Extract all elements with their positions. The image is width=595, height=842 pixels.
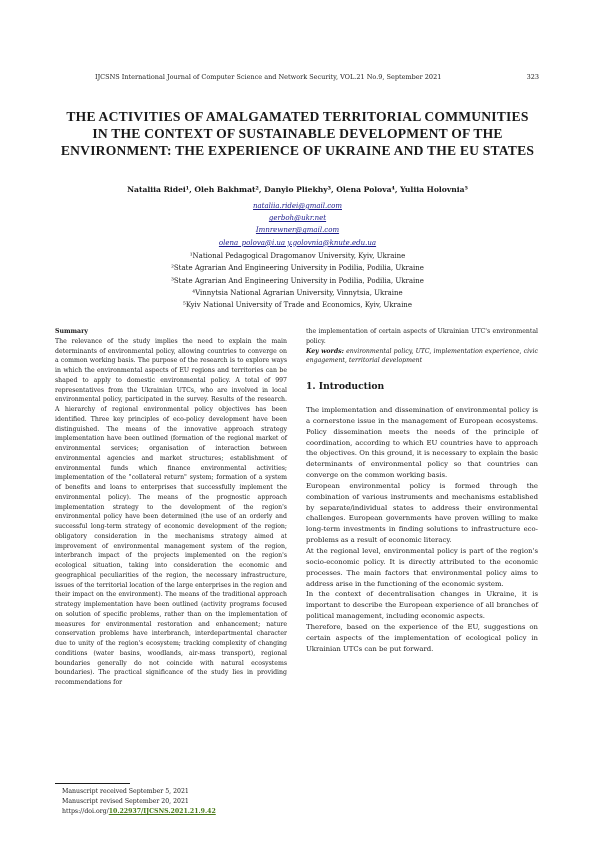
summary-text: The relevance of the study implies the need to explain the main determinants of environmental policy, allowing countries to converge on a common working basis. The purpose of the research is to explore ways in which the environmental aspects of EU regions and territories can be shaped to apply to domestic environmental policy. A total of 997 representatives from the Ukrainian UTCs, who are involved in local environmental policy, participated in the survey. Results of the research. A hierarchy of regional environmental policy objectives has been identified. Three key principles of eco-policy development have been distinguished. The means of the innovative approach strategy implementation have been outlined (formation of the regional market of environmental services; organisation of interaction between environmental agencies and market structures; establishment of environmental funds which finance environmental activities; implementation of the "collateral return" system; formation of a system of benefits and loans to enterprises that successfully implement the environmental policy). The means of the prognostic approach implementation strategy to the development of the region's environmental policy have been determined (the use of an orderly and successful long-term strategy of economic development of the region; obligatory consideration in the mechanisms strategy aimed at improvement of environmental management system of the region, interbranch impact of the projects implemented on the region's ecological situation, taking into consideration the economic and geographical peculiarities of the region, the necessary infrastructure, issues of the territorial location of the large enterprises in the region and their impact on the environment). The means of the traditional approach strategy implementation have been outlined (activity programs focused on solution of specific problems, rather than on the implementation of measures for environmental restoration and enhancement; nature conservation problems have interbranch, interdepartmental character due to unity of the region's ecosystem; tracking complexity of changing conditions (water basins, woodlands, air-mass transport), regional boundaries generally do not coincide with natural ecosystems boundaries). The practical significance of the study lies in providing recommendations for	[55, 337, 287, 686]
keywords	[306, 347, 538, 367]
doi-prefix: https://doi.org/	[62, 808, 109, 816]
email-link[interactable]: gerboh@ukr.net	[268, 214, 327, 223]
author-list: Nataliia Ridei¹, Oleh Bakhmat², Danylo Pliekhy³, Olena Polova⁴, Yuliia Holovnia⁵	[127, 185, 468, 194]
revised-date: Manuscript revised September 20, 2021	[62, 798, 189, 806]
paper-title: THE ACTIVITIES OF AMALGAMATED TERRITORIAL COMMUNITIES IN THE CONTEXT OF SUSTAINABLE DEVELOPMENT OF THE ENVIRONMENT: THE EXPERIENCE OF UKRAINE AND THE EU STATES	[60, 109, 535, 158]
keywords-label: Key words:	[306, 347, 344, 355]
right-column	[306, 327, 538, 654]
intro-paragraph: The implementation and dissemination of environmental policy is a cornerstone issue in the management of European ecosystems. Policy dissemination meets the needs of the principle of coordination, according to which EU countries have to approach the objectives. On this ground, it is necessary to explain the basic determinants of environmental policy so that countries can converge on the common working basis.	[306, 406, 538, 480]
intro-paragraph: In the context of decentralisation changes in Ukraine, it is important to describe the European experience of all branches of political management, including economic aspects.	[306, 590, 538, 621]
summary-heading: Summary	[55, 328, 88, 335]
page-number: 323	[526, 73, 539, 81]
summary-continued: the implementation of certain aspects of Ukrainian UTC's environmental policy.	[306, 328, 538, 345]
journal-header: IJCSNS International Journal of Computer Science and Network Security, VOL.21 No.9, September 2021	[95, 73, 442, 81]
email-link[interactable]: nataliia.ridei@gmail.com	[253, 202, 342, 210]
doi-link[interactable]: 10.22937/IJCSNS.2021.21.9.42	[108, 808, 216, 816]
affiliation-list	[60, 250, 535, 311]
left-column	[55, 327, 287, 688]
email-link[interactable]: Imnrewner@gmail.com	[255, 226, 340, 235]
manuscript-footer	[62, 787, 216, 818]
intro-paragraph: At the regional level, environmental policy is part of the region's socio-economic policy. It is directly attributed to the economic processes. The main factors that environmental policy aims to address arise in the functioning of the economic system.	[306, 546, 538, 588]
affiliation: ⁵Kyiv National University of Trade and Economics, Kyiv, Ukraine	[183, 301, 412, 310]
intro-paragraph: European environmental policy is formed through the combination of various instruments and mechanisms established by separate/individual states to address their environmental challenges. European governments have proven willing to make long-term investments in finding solutions to infrastructure eco-problems as a result of economic literacy.	[306, 481, 538, 545]
email-list	[60, 200, 535, 249]
affiliation: ²State Agrarian And Engineering University in Podilia, Podilia, Ukraine	[171, 264, 424, 273]
affiliation: ¹National Pedagogical Dragomanov University, Kyiv, Ukraine	[189, 252, 406, 260]
received-date: Manuscript received September 5, 2021	[62, 788, 189, 795]
footnote-divider	[55, 783, 130, 784]
affiliation: ⁴Vinnytsia National Agrarian University, Vinnytsia, Ukraine	[192, 288, 403, 297]
keywords-text: environmental policy, UTC, implementation experience, civic engagement, territorial development	[306, 347, 538, 365]
introduction-heading: 1. Introduction	[306, 381, 385, 392]
email-link[interactable]: olena_polova@i.ua y.golovnia@knute.edu.ua	[218, 238, 377, 247]
intro-paragraph: Therefore, based on the experience of the EU, suggestions on certain aspects of the implementation of ecological policy in Ukrainian UTCs can be put forward.	[306, 622, 538, 653]
running-header	[0, 73, 595, 85]
affiliation: ³State Agrarian And Engineering University in Podilia, Podilia, Ukraine	[171, 276, 424, 285]
doi-line	[62, 807, 216, 817]
